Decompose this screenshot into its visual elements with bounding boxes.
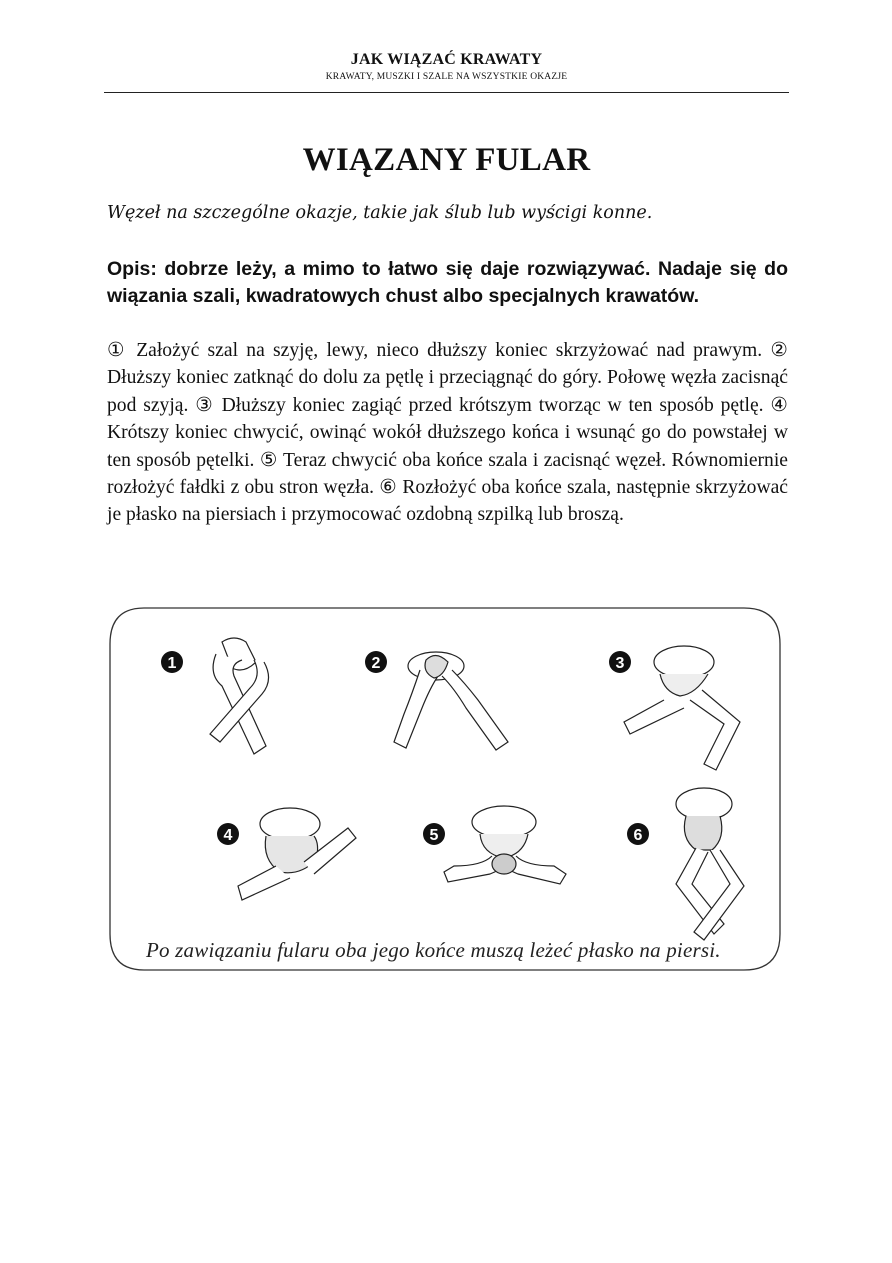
knot-illustration — [104, 604, 790, 976]
description-paragraph: Opis: dobrze leży, a mimo to łatwo się daje rozwiązywać. Nadaje się do wiązania szali, kwadratowych chust albo specjalnych krawatów. — [107, 258, 788, 307]
step-1-number: 1 — [167, 655, 177, 672]
step-6-number: 6 — [633, 827, 643, 844]
header-divider — [104, 92, 789, 93]
figure-caption: Po zawiązaniu fularu oba jego końce muszą leżeć płasko na piersi. — [146, 938, 721, 962]
header-title: JAK WIĄZAĆ KRAWATY — [350, 51, 543, 68]
illustration-panel — [104, 604, 790, 976]
step-4-number: 4 — [223, 827, 233, 844]
running-header — [104, 50, 789, 83]
step-2-number: 2 — [371, 655, 381, 672]
step-3-number: 3 — [615, 655, 625, 672]
intro-text-content: Węzeł na szczególne okazje, takie jak ślub lub wyścigi konne. — [107, 203, 653, 223]
intro-text — [107, 202, 787, 224]
step-5-number: 5 — [429, 827, 439, 844]
page-title: WIĄZANY FULAR — [302, 142, 591, 178]
instructions-paragraph: ① Założyć szal na szyję, lewy, nieco dłuższy koniec skrzyżować nad prawym. ② Dłuższy koniec zatknąć do dolu za pętlę i przeciągnąć do góry. Połowę węzła zacisnąć pod szyją. ③ Dłuższy koniec zagiąć przed krótszym tworząc w ten sposób pętlę. ④ Krótszy koniec chwycić, owinąć wokół dłuższego końca i wsunąć go do powstałej w ten sposób pętelki. ⑤ Teraz chwycić oba końce szala i zacisnąć węzeł. Równomiernie rozłożyć fałdki z obu stron węzła. ⑥ Rozłożyć oba końce szala, następnie skrzyżować je płasko na piersiach i przymocować ozdobną szpilką lub broszą. — [107, 340, 788, 526]
header-subtitle: KRAWATY, MUSZKI I SZALE NA WSZYSTKIE OKAZJE — [325, 72, 568, 82]
